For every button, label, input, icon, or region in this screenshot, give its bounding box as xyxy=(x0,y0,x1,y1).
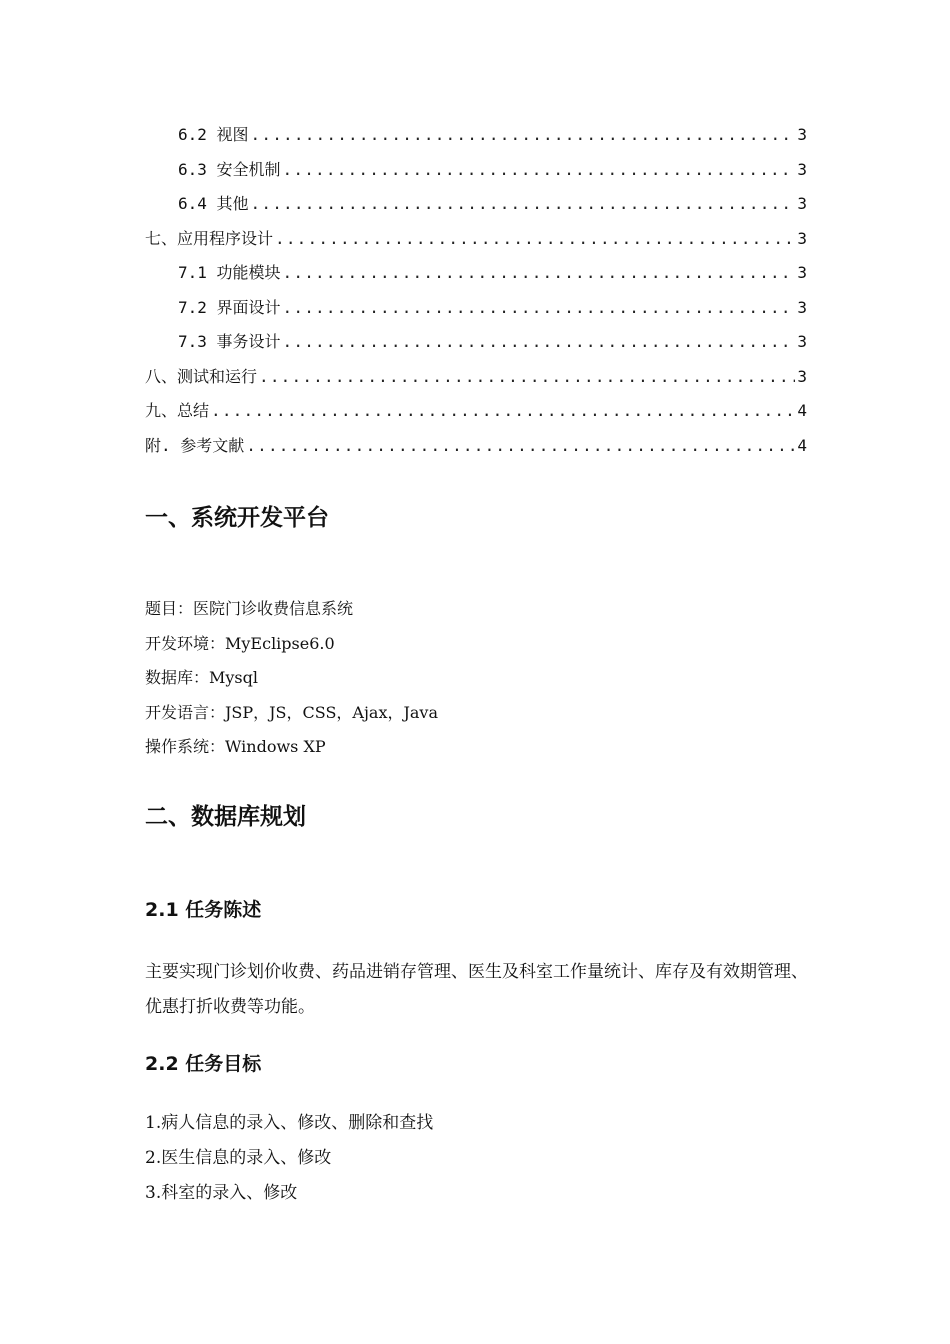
toc-entry-page: 4 xyxy=(797,435,807,455)
toc-leader-dots xyxy=(246,436,795,455)
toc-entry-label: 附. 参考文献 xyxy=(145,435,245,455)
toc-entry-label: 6.2 视图 xyxy=(178,125,249,144)
toc-entry[interactable] xyxy=(145,295,807,330)
info-line-ide: 开发环境：MyEclipse6.0 xyxy=(145,633,335,653)
toc-entry[interactable] xyxy=(145,364,807,399)
toc-entry-label: 6.4 其他 xyxy=(178,194,249,213)
section-2-heading: 二、数据库规划 xyxy=(145,804,306,830)
toc-entry-page: 4 xyxy=(797,401,807,420)
toc-entry[interactable] xyxy=(145,329,807,364)
toc-entry-label: 7.3 事务设计 xyxy=(178,332,281,351)
toc-entry[interactable] xyxy=(145,260,807,295)
subsection-2-2-heading: 2.2 任务目标 xyxy=(145,1053,262,1075)
toc-entry[interactable] xyxy=(145,398,807,433)
toc-entry-label: 6.3 安全机制 xyxy=(178,159,281,179)
platform-info xyxy=(145,594,438,767)
toc-entry-label: 九、总结 xyxy=(145,401,210,420)
subsection-2-1-heading: 2.1 任务陈述 xyxy=(145,899,262,921)
toc-entry-page: 3 xyxy=(797,332,807,351)
toc-leader-dots xyxy=(211,401,795,420)
toc-entry-page: 3 xyxy=(797,228,807,248)
info-line-database: 数据库：Mysql xyxy=(145,668,258,687)
section-1-heading: 一、系统开发平台 xyxy=(145,505,329,531)
toc-entry-label: 7.2 界面设计 xyxy=(178,297,281,317)
toc-entry-label: 7.1 功能模块 xyxy=(178,263,281,282)
toc-entry[interactable] xyxy=(145,157,807,192)
info-line-os: 操作系统：Windows XP xyxy=(145,737,326,756)
toc-leader-dots xyxy=(283,298,796,317)
goal-item: 2.医生信息的录入、修改 xyxy=(145,1148,332,1168)
toc-entry-page: 3 xyxy=(797,297,807,317)
toc-leader-dots xyxy=(259,367,795,386)
goal-item: 3.科室的录入、修改 xyxy=(145,1183,298,1203)
task-goals-list xyxy=(145,1108,433,1213)
table-of-contents xyxy=(145,122,807,467)
goal-item: 1.病人信息的录入、修改、删除和查找 xyxy=(145,1113,434,1133)
toc-leader-dots xyxy=(275,229,795,248)
info-line-topic: 题目：医院门诊收费信息系统 xyxy=(145,599,354,618)
toc-entry[interactable] xyxy=(145,122,807,157)
toc-entry-page: 3 xyxy=(797,263,807,282)
toc-leader-dots xyxy=(283,160,796,179)
toc-entry-page: 3 xyxy=(797,159,807,179)
toc-leader-dots xyxy=(251,194,796,213)
toc-entry-page: 3 xyxy=(797,194,807,213)
toc-entry-page: 3 xyxy=(797,366,807,386)
toc-entry-page: 3 xyxy=(797,125,807,144)
toc-entry[interactable] xyxy=(145,433,807,468)
info-line-languages: 开发语言：JSP，JS，CSS，Ajax，Java xyxy=(145,702,439,722)
toc-entry-label: 八、测试和运行 xyxy=(145,366,258,386)
toc-leader-dots xyxy=(283,263,796,282)
toc-entry-label: 七、应用程序设计 xyxy=(145,228,274,248)
toc-entry[interactable] xyxy=(145,226,807,261)
toc-leader-dots xyxy=(283,332,796,351)
toc-leader-dots xyxy=(251,125,796,144)
task-statement-paragraph: 主要实现门诊划价收费、药品进销存管理、医生及科室工作量统计、库存及有效期管理、优惠打折收费等功能。 xyxy=(145,962,808,1017)
toc-entry[interactable] xyxy=(145,191,807,226)
